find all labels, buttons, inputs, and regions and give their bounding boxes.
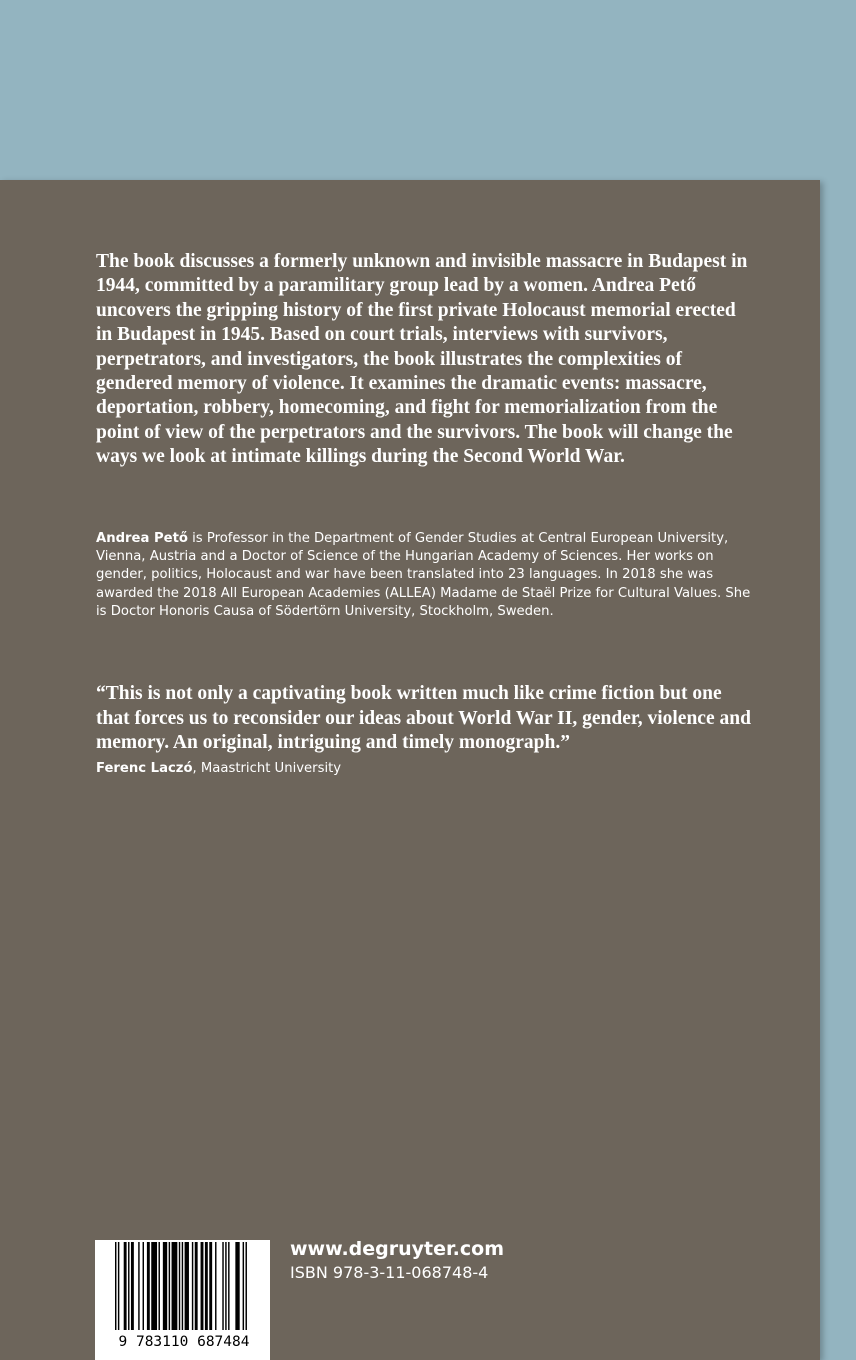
barcode-bars [115,1242,247,1330]
barcode-bar [205,1242,208,1330]
endorser-affiliation: , Maastricht University [192,760,342,776]
isbn-number: ISBN 978-3-11-068748-4 [290,1263,489,1282]
isbn-barcode [95,1240,270,1360]
barcode-bar [163,1242,167,1330]
barcode-bar [246,1242,247,1330]
barcode-bar [143,1242,144,1330]
barcode-digits: 9 783110 687484 [118,1334,250,1350]
author-name: Andrea Pető [96,531,188,546]
barcode-graphic [109,1240,259,1356]
barcode-bar [147,1242,150,1330]
barcode-bar [185,1242,189,1330]
barcode-bar [243,1242,244,1330]
endorser-name: Ferenc Laczó [96,760,193,776]
barcode-bar [128,1242,129,1330]
barcode-bar [159,1242,160,1330]
barcode-bar [124,1242,127,1330]
barcode-bar [172,1242,178,1330]
barcode-bar [215,1242,216,1330]
author-bio-text: is Professor in the Department of Gender Studies at Central European University, Vienna, Austria and a Doctor of Science of the Hungarian Academy of Sciences. Her works on gender, politics, Holocaust and war have been translated into 23 languages. In 2018 she was awarded the 2018 All European Academies (ALLEA) Madame de Staël Prize for Cultural Values. She is Doctor Honoris Causa of Södertörn University, Stockholm, Sweden. [96,531,751,619]
barcode-bar [192,1242,193,1330]
endorsement [96,682,756,778]
barcode-bar [118,1242,119,1330]
barcode-bar [209,1242,212,1330]
book-description: The book discusses a formerly unknown and invisible massacre in Budapest in 1944, committed by a paramilitary group lead by a women. Andrea Pető uncovers the gripping history of the first private Holocaust memorial erected in Budapest in 1945. Based on court trials, interviews with survivors, perpetrators, and investigators, the book illustrates the complexities of gendered memory of violence. It examines the dramatic events: massacre, deportation, robbery, homecoming, and fight for memorialization from the point of view of the perpetrators and the survivors. The book will change the ways we look at intimate killings during the Second World War. [96,251,748,468]
publisher-url[interactable]: www.degruyter.com [290,1238,504,1260]
author-bio [96,530,756,621]
barcode-bar [225,1242,226,1330]
endorsement-attribution [96,760,756,778]
barcode-bar [179,1242,180,1330]
barcode-bar [138,1242,139,1330]
barcode-bar [228,1242,229,1330]
endorsement-quote: “This is not only a captivating book written much like crime fiction but one that forces us to reconsider our ideas about World War II, gender, violence and memory. An original, intriguing and timely monograph.” [96,683,751,754]
barcode-bar [115,1242,116,1330]
barcode-bar [131,1242,134,1330]
barcode-bar [182,1242,183,1330]
barcode-bar [169,1242,170,1330]
barcode-bar [235,1242,239,1330]
barcode-bar [151,1242,157,1330]
barcode-bar [195,1242,198,1330]
barcode-bar [201,1242,204,1330]
back-cover [0,180,820,1360]
publisher-info [290,1236,504,1284]
barcode-bar [222,1242,223,1330]
